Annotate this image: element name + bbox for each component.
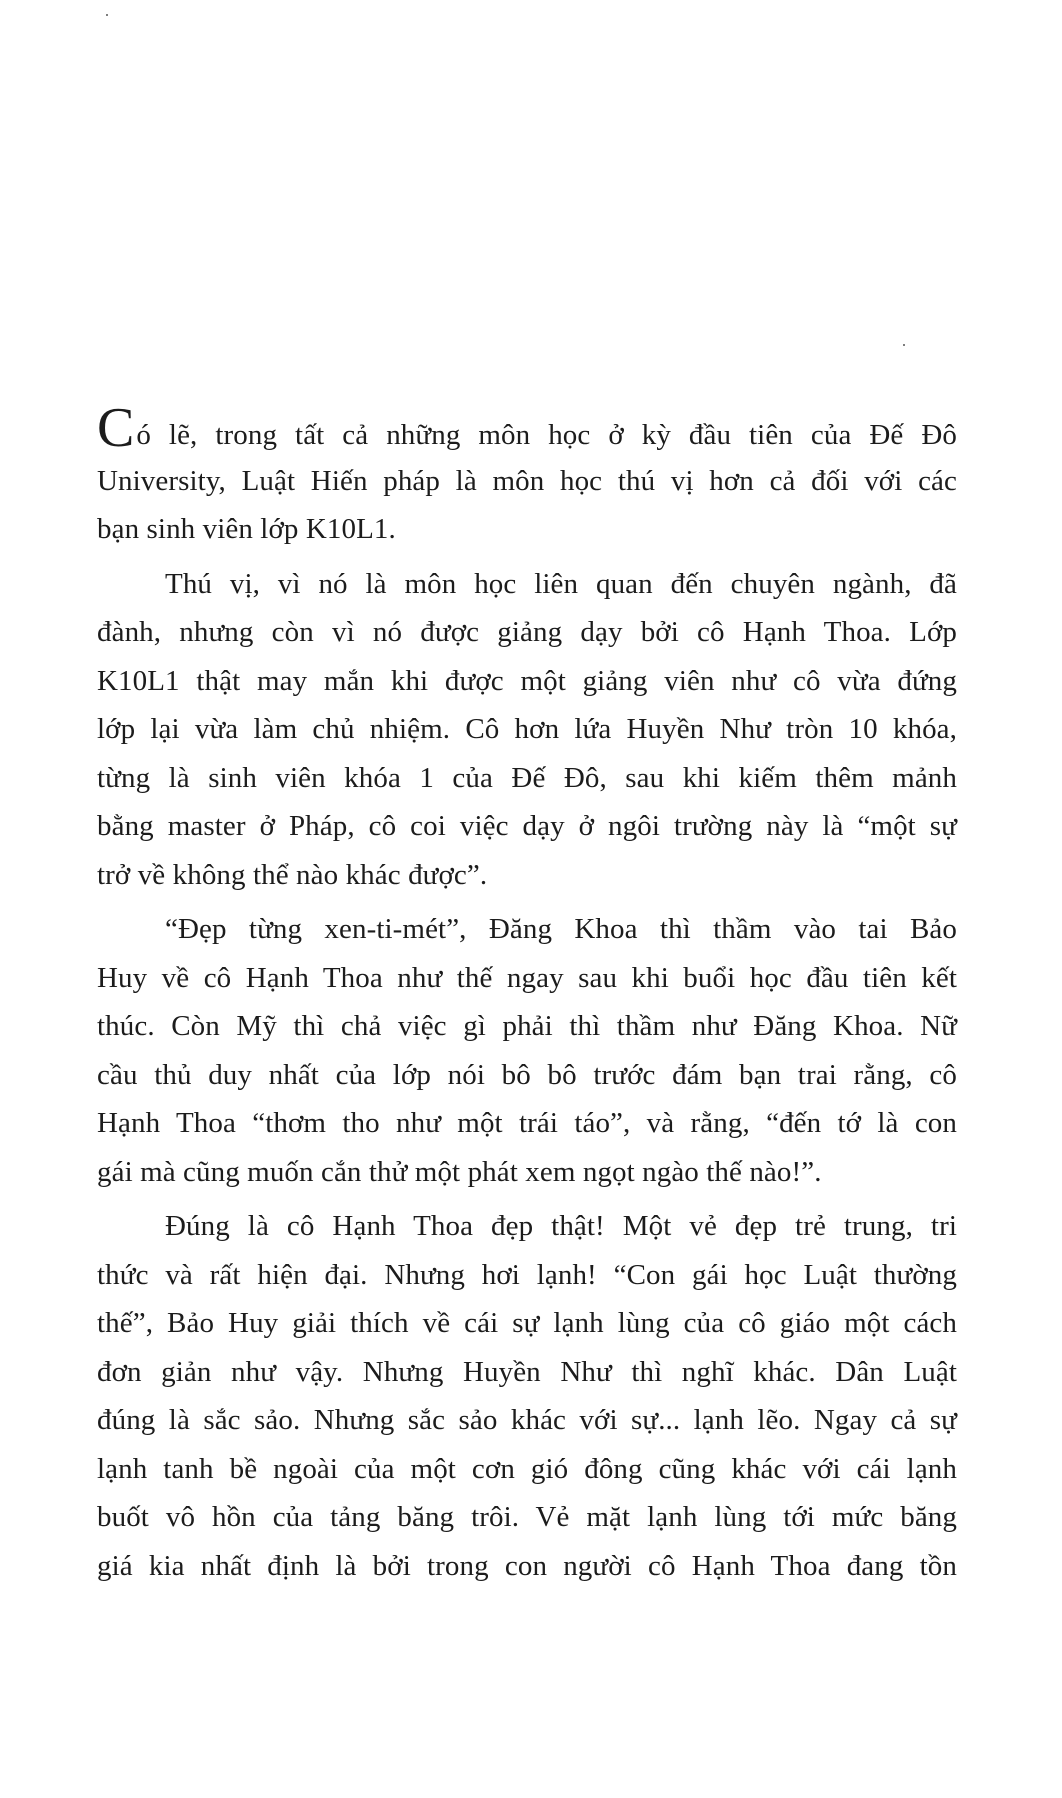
text-line: từng là sinh viên khóa 1 của Đế Đô, sau khi kiếm thêm mảnh [97, 761, 957, 794]
print-speck [106, 14, 108, 16]
paragraph-1 [97, 397, 957, 554]
text-line: University, Luật Hiến pháp là môn học thú vị hơn cả đối với các [97, 464, 957, 497]
text-line: Thú vị, vì nó là môn học liên quan đến chuyên ngành, đã [165, 567, 957, 600]
text-line: Có lẽ, trong tất cả những môn học ở kỳ đầu tiên của Đế Đô [97, 397, 957, 459]
text-line: trở về không thể nào khác được”. [97, 858, 488, 891]
text-line: đúng là sắc sảo. Nhưng sắc sảo khác với sự... lạnh lẽo. Ngay cả sự [97, 1404, 957, 1436]
text-line: K10L1 thật may mắn khi được một giảng viên như cô vừa đứng [97, 664, 957, 697]
paragraph-3 [97, 905, 957, 1196]
text-line: Đúng là cô Hạnh Thoa đẹp thật! Một vẻ đẹp trẻ trung, tri [165, 1210, 957, 1242]
text-line: bằng master ở Pháp, cô coi việc dạy ở ngôi trường này là “một sự [97, 810, 957, 842]
paragraph-2 [97, 560, 957, 900]
paragraph-4 [97, 1202, 957, 1590]
body-text [97, 397, 957, 1596]
text-line: đơn giản như vậy. Nhưng Huyền Như thì nghĩ khác. Dân Luật [97, 1355, 957, 1388]
text-line: thúc. Còn Mỹ thì chả việc gì phải thì thầm như Đăng Khoa. Nữ [97, 1010, 957, 1042]
drop-cap: C [97, 397, 135, 459]
text-line: lạnh tanh bề ngoài của một cơn gió đông cũng khác với cái lạnh [97, 1452, 957, 1485]
text-line: gái mà cũng muốn cắn thử một phát xem ngọt ngào thế nào!”. [97, 1155, 822, 1188]
text-line: bạn sinh viên lớp K10L1. [97, 513, 396, 545]
text-line: giá kia nhất định là bởi trong con người cô Hạnh Thoa đang tồn [97, 1549, 957, 1582]
text-line: Huy về cô Hạnh Thoa như thế ngay sau khi buổi học đầu tiên kết [97, 961, 957, 994]
text-line: cầu thủ duy nhất của lớp nói bô bô trước đám bạn trai rằng, cô [97, 1058, 957, 1091]
print-speck [903, 344, 905, 346]
text-line: buốt vô hồn của tảng băng trôi. Vẻ mặt lạnh lùng tới mức băng [97, 1501, 957, 1533]
text-line: đành, nhưng còn vì nó được giảng dạy bởi cô Hạnh Thoa. Lớp [97, 616, 957, 648]
text-line: lớp lại vừa làm chủ nhiệm. Cô hơn lứa Huyền Như tròn 10 khóa, [97, 713, 957, 745]
text-line: thế”, Bảo Huy giải thích về cái sự lạnh lùng của cô giáo một cách [97, 1307, 957, 1339]
text-line: thức và rất hiện đại. Nhưng hơi lạnh! “Con gái học Luật thường [97, 1258, 957, 1291]
text-line: Hạnh Thoa “thơm tho như một trái táo”, và rằng, “đến tớ là con [97, 1107, 957, 1139]
text-line: “Đẹp từng xen-ti-mét”, Đăng Khoa thì thầm vào tai Bảo [165, 913, 957, 945]
